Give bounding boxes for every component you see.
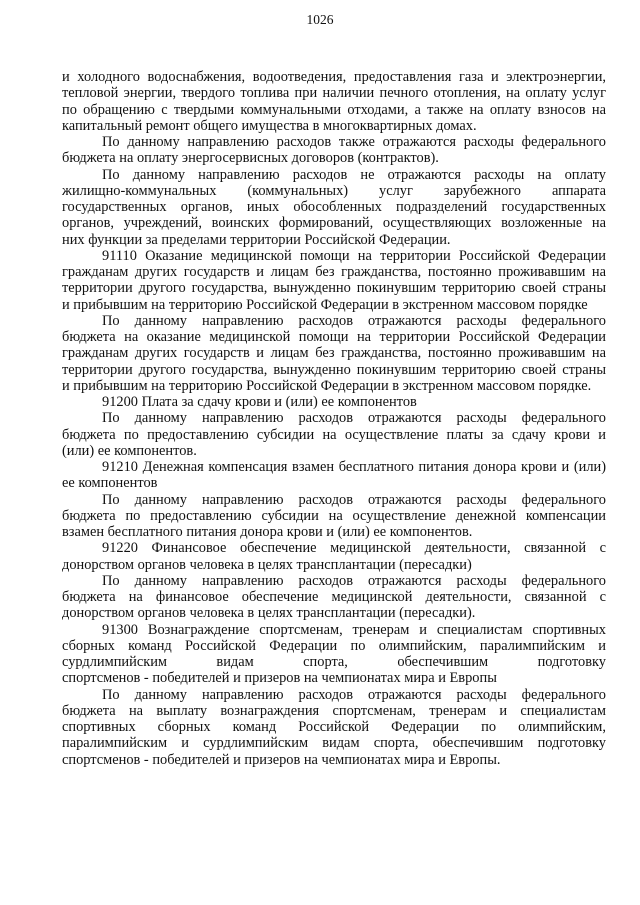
text-line: бюджета на выплату вознаграждения спортсменам, тренерам и специалистам	[62, 702, 606, 719]
paragraph	[62, 313, 606, 394]
text-line: спортивных сборных команд Российской Федерации по олимпийским,	[62, 719, 606, 735]
text-line: сборных команд Российской Федерации по олимпийским, паралимпийским и	[62, 637, 606, 654]
text-line: По данному направлению расходов отражаются расходы федерального	[102, 491, 606, 508]
paragraph	[62, 410, 606, 459]
text-line: жилищно-коммунальных (коммунальных) услуг зарубежного аппарата	[62, 182, 606, 199]
text-line: По данному направлению расходов отражаются расходы федерального	[102, 312, 606, 329]
text-line: гражданам других государств и лицам без гражданства, постоянно проживавшим на	[62, 264, 606, 280]
text-line: бюджета по предоставлению субсидии на осуществление денежной компенсации	[62, 507, 606, 524]
text-line: бюджета на оказание медицинской помощи на территории Российской Федерации	[62, 329, 606, 345]
paragraph	[62, 540, 606, 573]
paragraph	[62, 492, 606, 541]
paragraph	[62, 69, 606, 134]
paragraph	[62, 622, 606, 687]
text-line: и холодного водоснабжения, водоотведения, предоставления газа и электроэнергии,	[62, 69, 606, 85]
text-line: 91110 Оказание медицинской помощи на территории Российской Федерации	[102, 247, 606, 264]
text-line: взамен бесплатного питания донора крови и (или) ее компонентов.	[62, 524, 473, 540]
text-line: и прибывшим на территорию Российской Федерации в экстренном массовом порядке.	[62, 377, 592, 394]
paragraph	[62, 248, 606, 313]
text-line: 91300 Вознаграждение спортсменам, тренерам и специалистам спортивных	[102, 621, 606, 638]
text-line: По данному направлению расходов отражаются расходы федерального	[102, 686, 606, 703]
paragraph	[62, 573, 606, 622]
text-line: по обращению с твердыми коммунальными отходами, а также на оплату взносов на	[62, 101, 606, 118]
text-line: 91210 Денежная компенсация взамен бесплатного питания донора крови и (или)	[102, 459, 606, 475]
paragraph	[62, 394, 606, 410]
text-line: донорством органов человека в целях трансплантации (пересадки)	[62, 556, 472, 573]
text-line: ее компонентов	[62, 475, 158, 492]
text-line: капитальный ремонт общего имущества в многоквартирных домах.	[62, 117, 477, 134]
paragraph	[62, 167, 606, 248]
text-line: донорством органов человека в целях трансплантации (пересадки).	[62, 605, 476, 622]
text-line: бюджета по предоставлению субсидии на осуществление платы за сдачу крови и	[62, 426, 606, 443]
text-line: бюджета на оплату энергосервисных договоров (контрактов).	[62, 150, 439, 167]
paragraph	[62, 134, 606, 167]
text-line: тепловой энергии, твердого топлива при наличии печного отопления, на оплату услуг	[62, 85, 606, 102]
text-line: них функции за пределами территории Российской Федерации.	[62, 231, 451, 248]
text-line: По данному направлению расходов также отражаются расходы федерального	[102, 134, 606, 150]
text-line: территории другого государства, вынужденно покинувшим территорию своей страны	[62, 280, 606, 297]
text-line: 91200 Плата за сдачу крови и (или) ее компонентов	[102, 394, 417, 410]
page-number: 1026	[306, 12, 334, 27]
paragraph	[62, 687, 606, 768]
text-line: По данному направлению расходов отражаются расходы федерального	[102, 410, 606, 427]
text-line: По данному направлению расходов отражаются расходы федерального	[102, 572, 606, 589]
text-line: спортсменов - победителей и призеров на чемпионатах мира и Европы	[62, 670, 497, 687]
text-line: По данному направлению расходов не отражаются расходы на оплату	[102, 166, 606, 183]
text-line: сурдлимпийским видам спорта, обеспечившим подготовку	[62, 654, 606, 670]
paragraph	[62, 459, 606, 492]
text-line: спортсменов - победителей и призеров на чемпионатах мира и Европы.	[62, 751, 501, 768]
text-line: гражданам других государств и лицам без гражданства, постоянно проживавшим на	[62, 345, 606, 362]
text-line: территории другого государства, вынужденно покинувшим территорию своей страны	[62, 361, 606, 378]
text-line: государственных органов, иных обособленных подразделений государственных	[62, 199, 606, 215]
text-line: паралимпийским и сурдлимпийским видам спорта, обеспечившим подготовку	[62, 735, 606, 752]
text-line: органов, учреждений, воинских формирований, осуществляющих возложенные на	[62, 215, 606, 232]
text-line: и прибывшим на территорию Российской Федерации в экстренном массовом порядке	[62, 296, 588, 313]
text-line: бюджета на финансовое обеспечение медицинской деятельности, связанной с	[62, 589, 606, 605]
document-body	[62, 69, 606, 768]
text-line: 91220 Финансовое обеспечение медицинской деятельности, связанной с	[102, 540, 606, 557]
text-line: (или) ее компонентов.	[62, 442, 197, 459]
